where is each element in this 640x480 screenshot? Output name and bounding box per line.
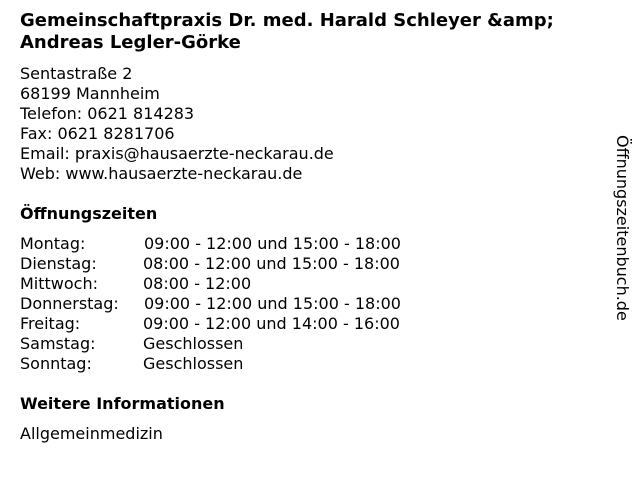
brand-watermark: Öffnungszeitenbuch.de: [613, 135, 632, 321]
day-label: Mittwoch:: [20, 274, 98, 293]
contact-block: [20, 64, 334, 184]
time-value: 08:00 - 12:00 und 15:00 - 18:00: [143, 254, 400, 273]
day-label: Donnerstag:: [20, 294, 119, 313]
further-info-text: Allgemeinmedizin: [20, 424, 163, 443]
time-value: 09:00 - 12:00 und 15:00 - 18:00: [144, 234, 401, 253]
day-label: Dienstag:: [20, 254, 97, 273]
phone-number: Telefon: 0621 814283: [20, 104, 195, 123]
day-label: Freitag:: [20, 314, 81, 333]
day-label: Sonntag:: [20, 354, 92, 373]
time-value: Geschlossen: [143, 334, 244, 353]
further-info-heading: Weitere Informationen: [20, 394, 225, 413]
time-value: Geschlossen: [143, 354, 244, 373]
time-value: 08:00 - 12:00: [143, 274, 252, 293]
day-label: Samstag:: [20, 334, 96, 353]
time-value: 09:00 - 12:00 und 14:00 - 16:00: [143, 314, 400, 333]
day-label: Montag:: [20, 234, 86, 253]
email-address: Email: praxis@hausaerzte-neckarau.de: [20, 144, 334, 163]
time-value: 09:00 - 12:00 und 15:00 - 18:00: [144, 294, 401, 313]
website-address: Web: www.hausaerzte-neckarau.de: [20, 164, 303, 183]
street-address: Sentastraße 2: [20, 64, 133, 83]
fax-number: Fax: 0621 8281706: [20, 124, 175, 143]
opening-hours-heading: Öffnungszeiten: [20, 204, 158, 223]
practice-title: Gemeinschaftpraxis Dr. med. Harald Schleyer &amp; Andreas Legler-Görke: [20, 10, 554, 53]
city-address: 68199 Mannheim: [20, 84, 160, 103]
